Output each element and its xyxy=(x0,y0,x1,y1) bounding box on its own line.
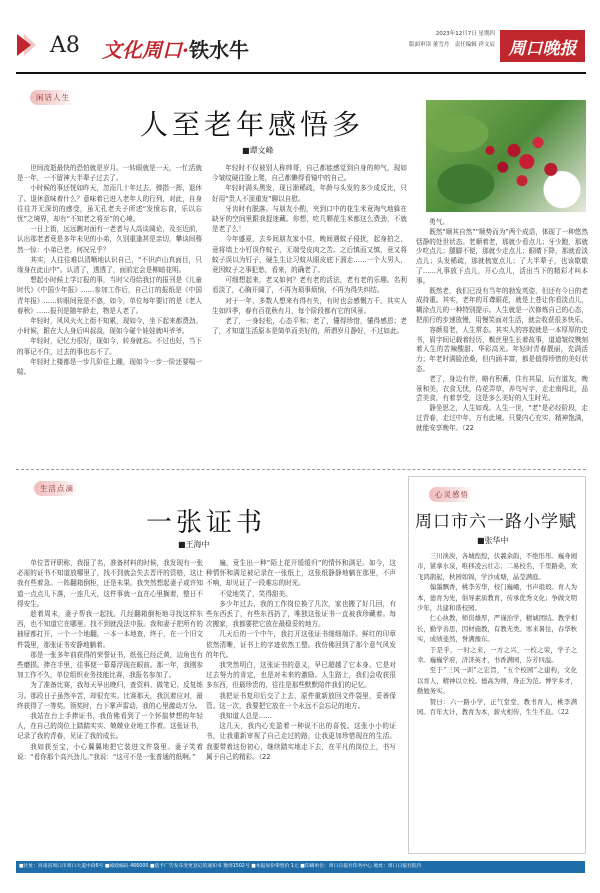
paragraph: 容颜易老，人生常态。其实人的容貌就是一本厚厚的史书，眉宇间记载着经历，鬓丝里生长着故事，道道皱纹镌刻着人生的苦辣酸甜、华彩高光。年轻时青春靓丽，充满活力；年老时满脸沧桑，但内涵丰富，都是值得珍惜的美好状态。 xyxy=(416,325,588,373)
paragraph: 年轻时，风风火火上街不知累，现如今，坐下起来都费劲。小时候，跟在大人身后叫叔叔，现如今碰个娃娃就叫爷爷。 xyxy=(17,317,202,336)
article-title: 人至老年感悟多 xyxy=(140,108,365,141)
paragraph: 为了准备比赛，我每天早出晚归，查资料、做笔记、反复练习。那段日子虽然辛苦，却很充实。比赛那天，我沉着应对，最终获得了一等奖。领奖时，台下掌声雷动，我的心里激动万分。 xyxy=(17,681,203,710)
column-name-black: 铁水牛 xyxy=(188,38,249,62)
paragraph: 既然“顺其自然”“顺势而为”两个成语，体现了一种悠然恬静的处世状态。老顺着老，那就少看点儿；牙少跑，那就少吃点儿；腿脚不便，那就少走点儿；眼睛下降，那就看淡点儿；头发稀疏，那就梳宽点儿；了大半辈子，也该歇歇了……凡事放下点儿，开心点儿，活出当下的精彩才叫本事。 xyxy=(416,227,588,285)
paragraph: 年轻时上楼都是一步几阶往上蹦，现如今一步一阶还要喘一喘。 xyxy=(17,357,202,377)
paragraph: 那是一张多年前获得的荣誉证书，纸张已经泛黄，边角也有些磨损。捧在手里，往事便一幕幕浮现在眼前。那一年，我刚参加工作不久，单位组织业务技能比赛，我报名参加了。 xyxy=(17,650,203,680)
page-number: A8 xyxy=(50,33,80,58)
article-column xyxy=(417,551,577,718)
paragraph: 想起小时候上学订报的事，当时父母给我订的报刊是《儿童时代》《中国少年报》……参加工作后，自己订的报纸是《中国青年报》……转眼间竟是不惑，如今，单位每年要订的是《老人春秋》……报刊是随年龄走，物是人老了。 xyxy=(17,276,202,315)
paragraph: 年轻时，记忆力很好，现如今，转身就忘。不过也好，当下的事记不住，过去的事也忘不了。 xyxy=(17,337,202,356)
paragraph: 年轻时满头黑发，现日渐稀疏，年龄与头发的多少成反比，只好用“贵人不顶重发”聊以自慰。 xyxy=(212,184,407,203)
article-author: ■谭文峰 xyxy=(242,146,274,155)
paragraph: 小时候的事还恍如昨天，忽而几十年过去，弹指一挥，退休了。退休意味着什么？意味着已进入老年人的行列，对此，自身往往并无深切的感受，虽无孔老夫子所述“发愤忘食，乐以忘忧”之境界，却有“不知老之将至”的心境。 xyxy=(17,184,202,224)
paragraph: 老了，身边有伴，略有积蓄，住有其屋，玩有道友，晚景和美，衣食无忧，侍花弄草，养鸟写字，走走南闯北，品尝美食，有着享受，这是多么美好的人生时光。 xyxy=(416,374,588,403)
section-tag: 心灵感悟 xyxy=(429,487,473,502)
paragraph: 世间流逝最快的恐怕就是岁月。一转眼就是一天，一忙活就是一年，一不留神大半辈子过去了。 xyxy=(17,164,202,183)
article-author: ■张华中 xyxy=(477,536,509,545)
section-tag: 闲话人生 xyxy=(30,90,74,105)
paragraph: 仁心执教，师资雄厚，严谨治学，精诚团结。教学相长，勤学善思，因材施教，有教无类。寒来暑往，春华秋实，成绩斐然，誉满豫东。 xyxy=(417,614,577,644)
paragraph: 我把证书复印后交了上去，原件重新放回文件袋里，妥善保管。这一次，我要把它放在一个永远不会忘记的地方。 xyxy=(206,691,396,710)
paragraph: 静坐思之，人生如戏。人生一世，“老”是必经阶段，走过青春，走过中年，方有此境。只要内心充实，精神饱满，就能安享晚年。（22 xyxy=(416,404,588,432)
paragraph: 这几天，我内心充盈着一种说不出的喜悦。这张小小的证书，让我重新审视了自己走过的路，让我更加珍惜现在的生活。我要带着这份初心，继续踏实地走下去，在平凡的岗位上，书写属于自己的精彩。（22 xyxy=(206,722,396,761)
paragraph: 对于一年，多数人想来有得有失，有时也会感慨万千。其实人生如四季，春有百花秋有月，每个阶段都有它的风景。 xyxy=(212,296,407,315)
newspaper-logo: 周口晚报 xyxy=(500,30,585,62)
berries-photo xyxy=(426,100,586,212)
paragraph: 单位晋评职称，我报了名，准备材料的时候，我发现有一张必需的证书不知道放哪里了，找不到就会失去晋评的资格，这让我有些着急。一阵翻箱倒柜，还是未果。我突然想起妻子或许知道一点点儿下落，一连几天，这件事就一直在心里搁着，整日不得安生。 xyxy=(17,559,203,608)
fu-article-box xyxy=(408,476,586,854)
paragraph: 我站在台上手捧证书，我仿佛看到了一个怀揣梦想的年轻人，在自己的岗位上踏踏实实、兢兢业业地工作着。这张证书，记录了我的青春，见证了我的成长。 xyxy=(17,712,203,741)
paragraph: 遍，竟生出一种“陌上花开缓缓归”的情怀和满足。如今，这种情怀和满足被记录在一张纸上，这张纸静静地躺在那里，不声不响，却见证了一段难忘的时光。 xyxy=(206,559,396,588)
paragraph: 牙齿时有脱落。与朋友小酌，夹到口中的花生米竟淘气地躲在缺牙的空间里跟我捉迷藏。你想，吃几颗花生米都这么费劲，不就是老了么！ xyxy=(212,204,407,234)
chevron-icon xyxy=(17,34,31,56)
paragraph: 可细想起来，老又如何？老有老的活法，老有老的乐趣。名利看淡了，心胸开阔了，不再为琐事烦恼，不再为得失纠结。 xyxy=(212,276,407,295)
column-name xyxy=(102,34,249,63)
paragraph: 老了，一身轻松，心态平和；老了，懂得珍惜，懂得感恩；老了，才知道生活原本是简单而美好的，所谓岁月静好，不过如此。 xyxy=(212,317,407,336)
article-title: 一张证书 xyxy=(146,508,267,538)
paragraph: 三川泱泱，各城煌煌，伏羲余韵，不绝彤彤。巍身闹市，紧拿水泉，唯移凌云壮志；二易校名，千里路桑，欢飞鸿鹊起，秋园如锦，学沙成塘，晶莹满庭。 xyxy=(417,552,577,581)
article-column xyxy=(17,163,202,377)
article-author: ■王海中 xyxy=(178,540,210,549)
paragraph: 多少年过去，我的工作岗位换了几次，家也搬了好几回，有些东西丢了，有些东西扔了，唯独这张证书一直被我珍藏着。每次搬家，我都要把它放在最稳妥的地方。 xyxy=(206,599,396,629)
paragraph: 其实，人往往难以清晰地认识自己，“不识庐山真面目，只缘身在此山中”。认清了，透透了，面前定会是柳暗花明。 xyxy=(17,255,202,275)
header-rule xyxy=(16,72,586,74)
article-column xyxy=(17,558,203,762)
paragraph: 我如获至宝，小心翼翼地把它装进文件袋里。妻子笑着说：“看你那个高兴劲儿。”我说：“这可不是一张普通的纸啊。” xyxy=(17,742,203,761)
paragraph: 今年盛夏，去乡间朋友家小住，晚间遇蚊子侵扰，起身拍之，竟将墙上小钉误作蚊子，无端受皮肉之苦。之后慎而又慎，竟又将蚊子误以为钉子，硬生生让习蚊从眼皮底下溜走……一个大男人，竟因蚊子之事犯愁，看来，的确老了。 xyxy=(212,235,407,275)
paragraph: 勇气。 xyxy=(429,218,449,226)
paragraph: 我突然明白，这张证书的意义，早已超越了它本身。它是对过去努力的肯定，也是对未来的激励。人生路上，我们会收获很多东西，但最珍贵的，往往是那些默默陪伴我们的记忆。 xyxy=(206,661,396,690)
paragraph: 赞曰：六一路小学，正气堂堂，教书育人，桃李满园。百年大计，教育为本，薪火相传，生生不息。（22 xyxy=(417,697,577,717)
column-name-red: 文化周口· xyxy=(102,38,189,62)
paragraph: 既然老，我们已没有当年的勃发英姿，但还有今日的老成持重。其实，老年的耳聋眼花，就是上苍让你看淡点儿，糊涂点儿的一种特别提示。人生就是一次修炼自己的心态，把前行的步速放慢，用慢笑面对生活，就会收获很多快乐。 xyxy=(416,286,588,324)
paragraph: 年轻时不仅被别人称帅哥，自己都能感觉到自身的帅气，现如今皱纹硬往脸上爬，自己都懒得看镜中的自己。 xyxy=(212,164,407,183)
issue-meta xyxy=(370,29,495,51)
section-divider xyxy=(16,469,586,470)
footer-bar: ■社址：河南省周口市周口大道中段6号 ■邮政编码 466000 ■依予广告发布变更登记的通知书 豫周1502号 ■本报每份零售价 1元 ■印刷单位：周口日报社印务中心 地址：周口日报社院内 xyxy=(16,861,585,873)
editors: 版面审读 董雪丹 责任编辑 祥文辰 xyxy=(409,42,495,48)
paragraph: 趁着周末，妻子帮我一起找。几经翻箱倒柜地寻找这样东西，也不知道它在哪里。找不到就没法申报。我和妻子把所有的抽屉都打开，一个一个地翻，一本一本地查，终于，在一个旧文件袋里，那张证书安静地躺着。 xyxy=(17,610,203,649)
paragraph: 不觉地笑了，笑得甜美。 xyxy=(219,589,292,598)
article-column xyxy=(206,558,396,762)
paragraph: 我知道人总是…… xyxy=(219,712,272,721)
article-title: 周口市六一路小学赋 xyxy=(415,512,577,532)
article-column xyxy=(212,163,407,336)
issue-date: 2023年12月7日 星期四 xyxy=(435,31,495,37)
paragraph: 于是乎，一时之来，一方之兴，一校之荣，学子之幸。巍巍学府，济济英才，书香满园，芬芳四溢。 xyxy=(417,645,577,665)
paragraph: 几天后的一个中午，我打开这张证书细细端详。鲜红的印章依然清晰，证书上的字迹依然工整。我仿佛回到了那个意气风发的年代。 xyxy=(206,630,396,659)
paragraph: 一日上街，远远瞧对面有一老者与人高谈阔论，及至近前，认出那老者竟是多年未见的小弟，久别重逢甚是亲切，攀谈间蓦然一惊：小弟已老，何况兄乎？ xyxy=(17,225,202,254)
article-column xyxy=(416,218,588,434)
section-tag: 生活点滴 xyxy=(34,481,78,496)
paragraph: 翰墨飘香，桃李芳华，校门巍峨，书声琅琅。育人为本，德育为先，倡导素质教育，传承优秀文化；争做文明少年，共建和谐校园。 xyxy=(417,583,577,613)
paragraph: 至于“三风一训”之宏旨，“五个校园”之建构，文化以育人，精神以立校。德高为师，身正为范。博学多才，勤勉务实。 xyxy=(417,666,577,696)
